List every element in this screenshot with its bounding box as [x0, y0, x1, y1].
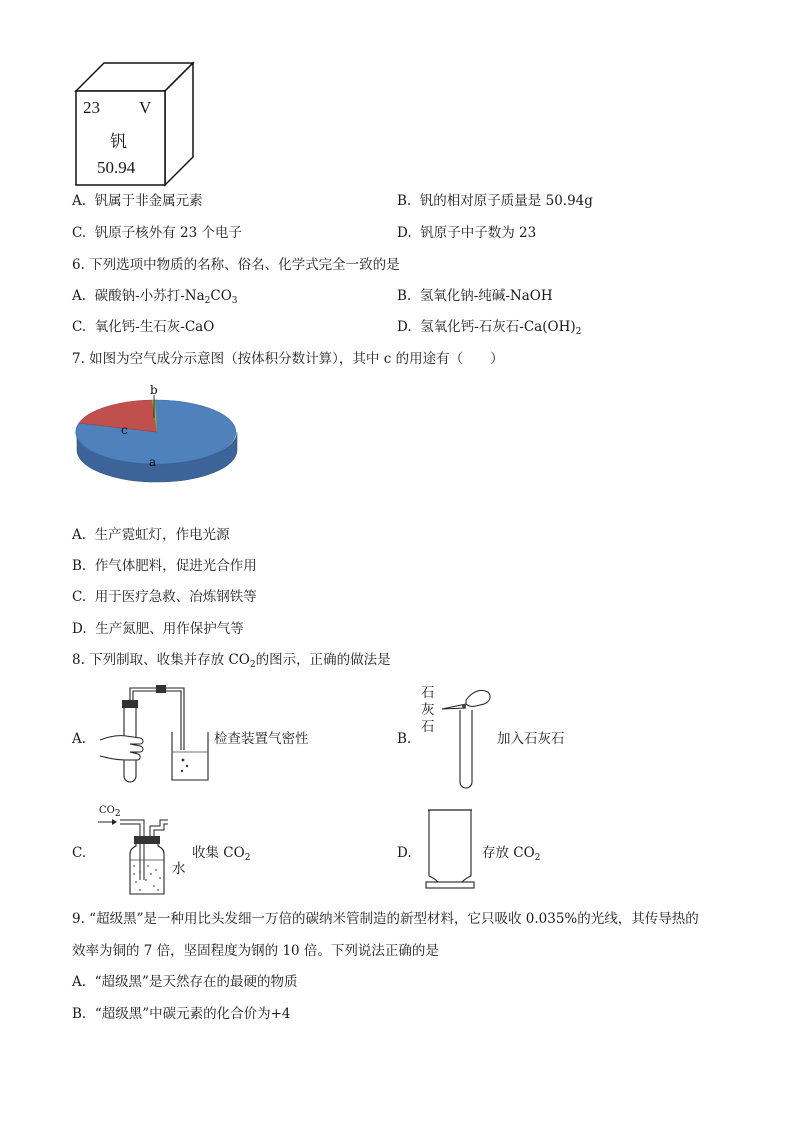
- q8-option-a-letter[interactable]: A.: [72, 731, 87, 747]
- q8-option-c-caption: 收集 $CO_2$: [192, 845, 251, 863]
- q9-option-b[interactable]: [72, 1005, 291, 1023]
- option-text: 碳酸钠-小苏打$-Na_2CO_3$: [94, 288, 238, 306]
- q9-stem-line1: 9. “超级黑”是一种用比头发细一万倍的碳纳米管制造的新型材料，它只吸收 0.035%的光线，其传导热的: [72, 911, 699, 927]
- q9-option-a[interactable]: [72, 973, 297, 991]
- option-letter: C.: [72, 589, 87, 605]
- q5-option-c[interactable]: [72, 224, 242, 242]
- limestone-side-label-1: 石: [421, 685, 435, 701]
- q5-option-d[interactable]: [397, 224, 536, 242]
- co2-gas-label: $CO_2$: [99, 805, 121, 819]
- q6-option-a[interactable]: [72, 287, 238, 305]
- option-letter: A.: [72, 527, 87, 543]
- add-limestone-apparatus: [436, 680, 496, 792]
- option-letter: A.: [72, 288, 87, 304]
- option-letter: B.: [397, 288, 412, 304]
- element-name: 钒: [110, 132, 127, 151]
- option-text: “超级黑”中碳元素的化合价为+4: [94, 1006, 291, 1022]
- q7-stem: 7. 如图为空气成分示意图（按体积分数计算），其中 c 的用途有（ ）: [72, 351, 504, 367]
- q7-option-b[interactable]: [72, 557, 257, 575]
- q8-option-d-letter[interactable]: D.: [397, 845, 412, 861]
- option-text: 生产霓虹灯，作电光源: [94, 527, 230, 543]
- option-text: 氢氧化钙-石灰石$-Ca(OH)_2$: [420, 319, 582, 337]
- option-letter: A.: [72, 193, 87, 209]
- option-letter: A.: [72, 974, 87, 990]
- q8-option-c-letter[interactable]: C.: [72, 845, 87, 861]
- option-text: 钒属于非金属元素: [94, 193, 203, 209]
- option-letter: B.: [72, 558, 87, 574]
- q8-option-d-caption: 存放 $CO_2$: [482, 845, 541, 863]
- option-text: 钒原子中子数为 23: [420, 225, 537, 241]
- option-letter: B.: [72, 1006, 87, 1022]
- option-text: 生产氮肥、用作保护气等: [95, 621, 244, 637]
- limestone-side-label-3: 石: [421, 719, 435, 735]
- pie-label-c: c: [121, 423, 128, 437]
- option-text: 钒原子核外有 23 个电子: [94, 225, 242, 241]
- collect-co2-water-bottle: [96, 816, 186, 896]
- q6-option-b[interactable]: [397, 287, 553, 305]
- q6-stem: 6. 下列选项中物质的名称、俗名、化学式完全一致的是: [72, 257, 400, 273]
- air-composition-pie: [74, 380, 240, 510]
- option-letter: D.: [397, 319, 412, 335]
- element-atomic-mass: 50.94: [97, 158, 136, 177]
- element-symbol: V: [139, 98, 152, 117]
- q6-option-d[interactable]: [397, 318, 581, 336]
- gas-jar-upside-down: [424, 808, 476, 894]
- q7-option-d[interactable]: [72, 620, 244, 638]
- option-letter: D.: [397, 225, 412, 241]
- option-text: “超级黑”是天然存在的最硬的物质: [94, 974, 298, 990]
- option-text: 钒的相对原子质量是 50.94g: [419, 193, 593, 209]
- q8-stem: 8. 下列制取、收集并存放 $CO_2$的图示，正确的做法是: [72, 652, 391, 670]
- option-text: 氢氧化钠-纯碱-NaOH: [419, 288, 553, 304]
- element-atomic-number: 23: [83, 98, 100, 117]
- pie-label-b: b: [150, 383, 158, 397]
- q5-option-b[interactable]: [397, 192, 593, 210]
- q9-stem-line2: 效率为铜的 7 倍，坚固程度为钢的 10 倍。下列说法正确的是: [72, 943, 439, 959]
- q7-option-a[interactable]: [72, 526, 230, 544]
- q6-option-c[interactable]: [72, 318, 214, 336]
- option-letter: C.: [72, 225, 87, 241]
- option-letter: B.: [397, 193, 412, 209]
- q8-option-b-caption: 加入石灰石: [497, 731, 565, 747]
- option-text: 作气体肥料，促进光合作用: [94, 558, 257, 574]
- q8-option-a-caption: 检查装置气密性: [214, 731, 309, 747]
- airtightness-check-apparatus: [96, 680, 216, 786]
- option-letter: C.: [72, 319, 87, 335]
- pie-label-a: a: [149, 455, 157, 469]
- option-letter: D.: [72, 621, 87, 637]
- limestone-side-label-2: 灰: [421, 702, 435, 718]
- option-text: 氧化钙-生石灰-CaO: [94, 319, 215, 335]
- q5-option-a[interactable]: [72, 192, 203, 210]
- option-text: 用于医疗急救、冶炼钢铁等: [94, 589, 257, 605]
- water-label: 水: [172, 861, 186, 877]
- q8-option-b-letter[interactable]: B.: [397, 731, 412, 747]
- q7-option-c[interactable]: [72, 588, 257, 606]
